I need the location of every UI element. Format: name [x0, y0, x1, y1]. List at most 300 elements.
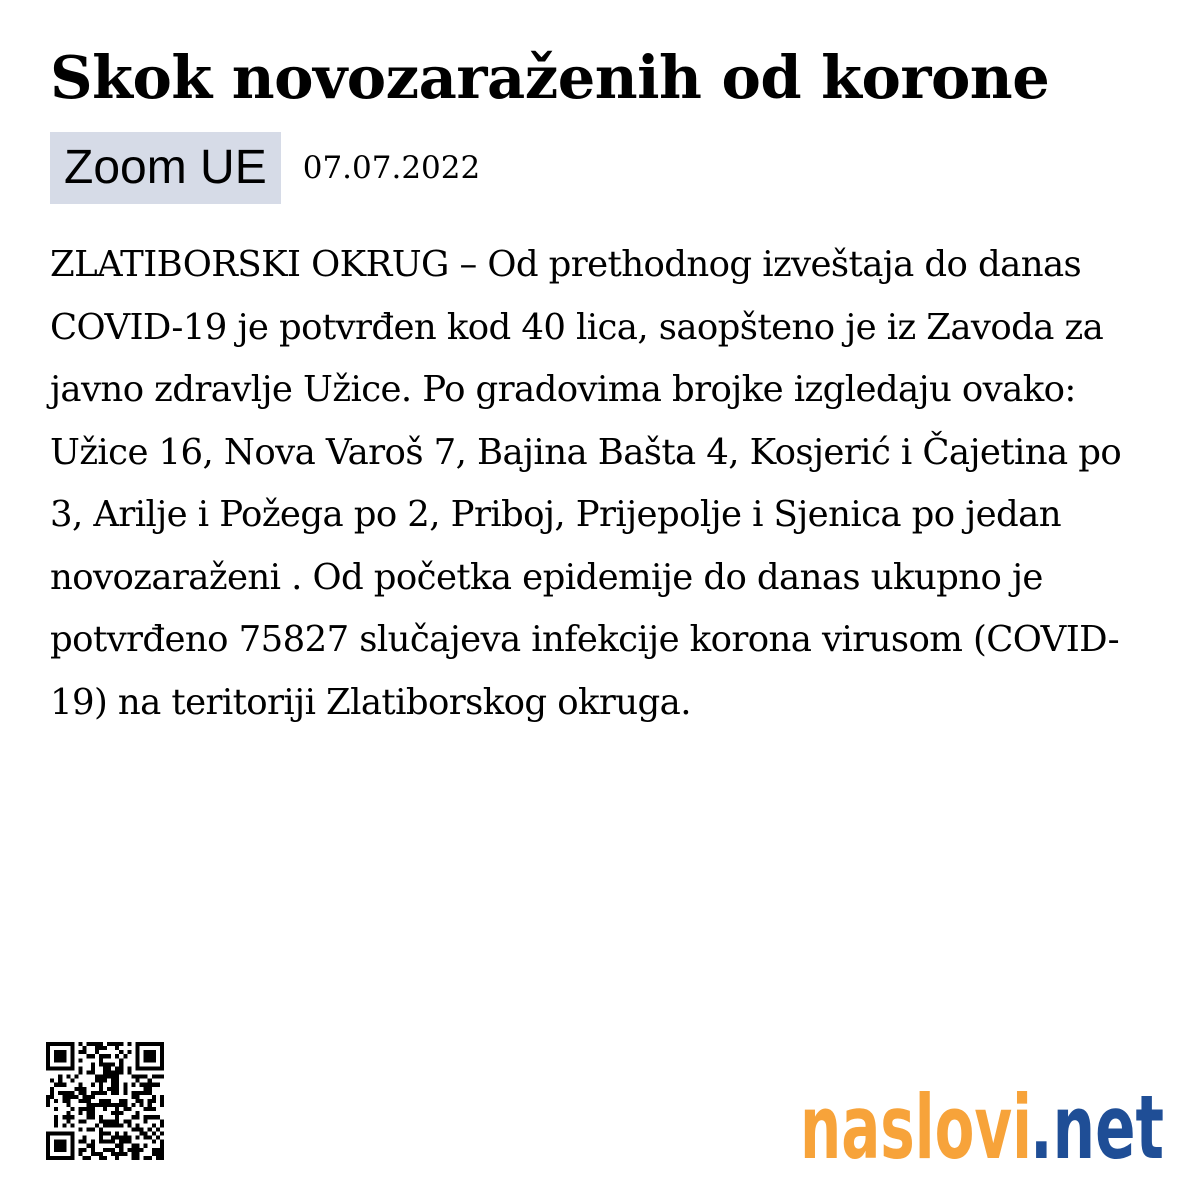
qr-module: [103, 1156, 107, 1160]
qr-module: [58, 1058, 62, 1062]
qr-module: [99, 1140, 103, 1144]
qr-module: [58, 1144, 62, 1148]
qr-module: [160, 1103, 164, 1107]
qr-module: [160, 1132, 164, 1136]
qr-module: [131, 1083, 135, 1087]
qr-module: [99, 1136, 103, 1140]
qr-module: [160, 1054, 164, 1058]
qr-module: [70, 1058, 74, 1062]
qr-module: [46, 1042, 50, 1046]
qr-module: [123, 1152, 127, 1156]
qr-module: [79, 1042, 83, 1046]
qr-module: [119, 1062, 123, 1066]
qr-module: [115, 1115, 119, 1119]
qr-module: [58, 1148, 62, 1152]
qr-module: [62, 1148, 66, 1152]
qr-module: [91, 1103, 95, 1107]
qr-module: [87, 1144, 91, 1148]
qr-module: [70, 1115, 74, 1119]
qr-module: [99, 1075, 103, 1079]
qr-module: [156, 1115, 160, 1119]
qr-module: [152, 1123, 156, 1127]
qr-module: [70, 1136, 74, 1140]
qr-module: [79, 1050, 83, 1054]
qr-module: [148, 1127, 152, 1131]
qr-module: [58, 1083, 62, 1087]
qr-module: [58, 1091, 62, 1095]
qr-module: [144, 1136, 148, 1140]
qr-module: [66, 1095, 70, 1099]
qr-module: [70, 1132, 74, 1136]
qr-module: [54, 1132, 58, 1136]
qr-module: [136, 1099, 140, 1103]
qr-module: [66, 1066, 70, 1070]
qr-module: [83, 1156, 87, 1160]
qr-module: [62, 1115, 66, 1119]
qr-module: [140, 1099, 144, 1103]
qr-module: [148, 1156, 152, 1160]
qr-module: [115, 1144, 119, 1148]
qr-module: [156, 1083, 160, 1087]
qr-module: [91, 1107, 95, 1111]
qr-module: [54, 1050, 58, 1054]
qr-module: [70, 1144, 74, 1148]
qr-module: [79, 1066, 83, 1070]
qr-module: [66, 1075, 70, 1079]
article-body: ZLATIBORSKI OKRUG – Od prethodnog izveštaja do danas COVID-19 je potvrđen kod 40 lica, saopšteno je iz Zavoda za javno zdravlje Užice. Po gradovima brojke izgledaju ovako: Užice 16, Nova Varoš 7, Bajina Bašta 4, Kosjerić i Čajetina po 3, Arilje i Požega po 2, Priboj, Prijepolje i Sjenica po jedan novozaraženi . Od početka epidemije do danas ukupno je potvrđeno 75827 slučajeva infekcije korona virusom (COVID-19) na teritoriji Zlatiborskog okruga.: [50, 244, 1122, 723]
qr-module: [148, 1058, 152, 1062]
qr-module: [140, 1103, 144, 1107]
qr-module: [46, 1066, 50, 1070]
qr-module: [83, 1140, 87, 1144]
qr-module: [119, 1058, 123, 1062]
qr-module: [160, 1075, 164, 1079]
qr-module: [131, 1091, 135, 1095]
qr-module: [136, 1148, 140, 1152]
naslovi-logo[interactable]: [800, 1062, 1168, 1172]
logo-text-naslovi: naslovi: [800, 1076, 1032, 1172]
qr-module: [148, 1107, 152, 1111]
qr-module: [111, 1140, 115, 1144]
qr-module: [54, 1119, 58, 1123]
qr-module: [123, 1103, 127, 1107]
qr-module: [131, 1156, 135, 1160]
qr-module: [115, 1111, 119, 1115]
qr-module: [115, 1132, 119, 1136]
qr-module: [99, 1103, 103, 1107]
qr-module: [103, 1070, 107, 1074]
qr-module: [58, 1050, 62, 1054]
qr-module: [115, 1087, 119, 1091]
qr-module: [66, 1119, 70, 1123]
qr-module: [111, 1091, 115, 1095]
qr-module: [123, 1091, 127, 1095]
qr-module: [136, 1054, 140, 1058]
qr-module: [123, 1132, 127, 1136]
qr-module: [79, 1087, 83, 1091]
qr-module: [127, 1050, 131, 1054]
qr-module: [107, 1066, 111, 1070]
qr-module: [156, 1148, 160, 1152]
qr-module: [62, 1050, 66, 1054]
qr-module: [54, 1144, 58, 1148]
qr-module: [144, 1054, 148, 1058]
qr-module: [111, 1136, 115, 1140]
qr-module: [144, 1083, 148, 1087]
qr-module: [95, 1050, 99, 1054]
qr-module: [111, 1087, 115, 1091]
qr-module: [83, 1087, 87, 1091]
qr-module: [140, 1066, 144, 1070]
qr-module: [136, 1042, 140, 1046]
qr-module: [123, 1054, 127, 1058]
qr-module: [144, 1050, 148, 1054]
qr-module: [107, 1042, 111, 1046]
qr-module: [79, 1127, 83, 1131]
qr-module: [152, 1042, 156, 1046]
qr-module: [111, 1119, 115, 1123]
qr-module: [70, 1050, 74, 1054]
qr-module: [115, 1152, 119, 1156]
qr-module: [136, 1050, 140, 1054]
qr-module: [148, 1050, 152, 1054]
qr-module: [74, 1095, 78, 1099]
qr-module: [111, 1062, 115, 1066]
qr-module: [58, 1132, 62, 1136]
qr-module: [160, 1119, 164, 1123]
qr-module: [87, 1070, 91, 1074]
qr-module: [123, 1119, 127, 1123]
qr-module: [140, 1075, 144, 1079]
qr-module: [83, 1050, 87, 1054]
qr-module: [152, 1083, 156, 1087]
qr-module: [107, 1119, 111, 1123]
qr-module: [91, 1152, 95, 1156]
qr-module: [119, 1152, 123, 1156]
qr-module: [119, 1123, 123, 1127]
qr-module: [91, 1111, 95, 1115]
qr-module: [54, 1148, 58, 1152]
qr-module: [87, 1156, 91, 1160]
qr-module: [107, 1132, 111, 1136]
qr-module: [62, 1095, 66, 1099]
qr-module: [131, 1144, 135, 1148]
qr-module: [160, 1156, 164, 1160]
qr-module: [87, 1099, 91, 1103]
qr-module: [144, 1115, 148, 1119]
qr-module: [70, 1156, 74, 1160]
qr-module: [95, 1103, 99, 1107]
qr-module: [91, 1127, 95, 1131]
qr-module: [91, 1062, 95, 1066]
qr-module: [123, 1099, 127, 1103]
qr-module: [54, 1058, 58, 1062]
qr-module: [144, 1091, 148, 1095]
qr-module: [160, 1062, 164, 1066]
qr-module: [70, 1042, 74, 1046]
qr-module: [46, 1062, 50, 1066]
qr-module: [54, 1156, 58, 1160]
qr-module: [127, 1140, 131, 1144]
qr-module: [99, 1115, 103, 1119]
qr-module: [131, 1103, 135, 1107]
qr-module: [160, 1140, 164, 1144]
qr-module: [46, 1156, 50, 1160]
qr-module: [99, 1119, 103, 1123]
qr-module: [115, 1136, 119, 1140]
qr-module: [111, 1111, 115, 1115]
qr-module: [66, 1042, 70, 1046]
qr-module: [144, 1042, 148, 1046]
qr-module: [103, 1132, 107, 1136]
qr-module: [79, 1091, 83, 1095]
qr-module: [91, 1083, 95, 1087]
qr-module: [136, 1091, 140, 1095]
qr-module: [91, 1091, 95, 1095]
qr-module: [136, 1062, 140, 1066]
qr-module: [111, 1083, 115, 1087]
qr-module: [103, 1046, 107, 1050]
qr-module: [160, 1152, 164, 1156]
qr-module: [136, 1115, 140, 1119]
qr-module: [62, 1042, 66, 1046]
article-meta: [50, 132, 480, 204]
qr-module: [107, 1062, 111, 1066]
qr-module: [70, 1123, 74, 1127]
qr-module: [99, 1054, 103, 1058]
qr-module: [62, 1099, 66, 1103]
qr-module: [54, 1099, 58, 1103]
qr-module: [131, 1115, 135, 1119]
qr-module: [107, 1103, 111, 1107]
qr-module: [119, 1140, 123, 1144]
qr-module: [103, 1062, 107, 1066]
qr-module: [160, 1066, 164, 1070]
qr-module: [99, 1046, 103, 1050]
qr-module: [46, 1132, 50, 1136]
qr-module: [79, 1152, 83, 1156]
qr-module: [107, 1070, 111, 1074]
qr-module: [119, 1042, 123, 1046]
qr-module: [111, 1123, 115, 1127]
qr-module: [46, 1136, 50, 1140]
qr-module: [136, 1046, 140, 1050]
qr-module: [70, 1091, 74, 1095]
qr-module: [119, 1066, 123, 1070]
qr-module: [79, 1119, 83, 1123]
qr-module: [50, 1079, 54, 1083]
qr-module: [148, 1115, 152, 1119]
qr-module: [115, 1075, 119, 1079]
qr-module: [46, 1095, 50, 1099]
qr-module: [54, 1083, 58, 1087]
qr-module: [115, 1103, 119, 1107]
qr-module: [152, 1132, 156, 1136]
qr-module: [123, 1136, 127, 1140]
qr-module: [74, 1075, 78, 1079]
qr-module: [148, 1083, 152, 1087]
qr-module: [144, 1087, 148, 1091]
qr-module: [115, 1070, 119, 1074]
qr-module: [95, 1042, 99, 1046]
qr-module: [50, 1132, 54, 1136]
qr-module: [46, 1046, 50, 1050]
qr-module: [83, 1099, 87, 1103]
qr-module: [99, 1132, 103, 1136]
qr-module: [46, 1152, 50, 1156]
qr-module: [95, 1123, 99, 1127]
qr-module: [119, 1050, 123, 1054]
qr-module: [156, 1136, 160, 1140]
qr-module: [46, 1103, 50, 1107]
qr-module: [160, 1123, 164, 1127]
qr-module: [70, 1095, 74, 1099]
qr-module: [103, 1123, 107, 1127]
qr-module: [144, 1144, 148, 1148]
qr-module: [91, 1066, 95, 1070]
qr-module: [83, 1046, 87, 1050]
qr-module: [156, 1066, 160, 1070]
qr-module: [152, 1066, 156, 1070]
qr-module: [152, 1075, 156, 1079]
qr-module: [99, 1058, 103, 1062]
qr-module: [54, 1107, 58, 1111]
qr-module: [160, 1058, 164, 1062]
article-title: Skok novozaraženih od korone: [50, 43, 1050, 112]
qr-module: [115, 1042, 119, 1046]
qr-module: [58, 1042, 62, 1046]
qr-module: [152, 1115, 156, 1119]
qr-module: [136, 1111, 140, 1115]
qr-module: [70, 1107, 74, 1111]
qr-module: [136, 1136, 140, 1140]
qr-module: [95, 1046, 99, 1050]
qr-module: [62, 1083, 66, 1087]
qr-module: [127, 1136, 131, 1140]
qr-module: [156, 1042, 160, 1046]
qr-module: [152, 1050, 156, 1054]
qr-module: [140, 1132, 144, 1136]
qr-module: [66, 1115, 70, 1119]
qr-module: [79, 1111, 83, 1115]
qr-module: [70, 1148, 74, 1152]
qr-module: [46, 1140, 50, 1144]
qr-module: [66, 1156, 70, 1160]
qr-module: [70, 1079, 74, 1083]
qr-module: [99, 1152, 103, 1156]
qr-module: [87, 1107, 91, 1111]
qr-module: [127, 1148, 131, 1152]
qr-module: [160, 1148, 164, 1152]
qr-module: [50, 1156, 54, 1160]
qr-module: [156, 1127, 160, 1131]
qr-module: [127, 1070, 131, 1074]
qr-module: [119, 1070, 123, 1074]
qr-module: [50, 1091, 54, 1095]
qr-module: [127, 1123, 131, 1127]
qr-module: [152, 1095, 156, 1099]
qr-module: [62, 1054, 66, 1058]
qr-module: [62, 1144, 66, 1148]
qr-module: [123, 1083, 127, 1087]
qr-module: [91, 1054, 95, 1058]
qr-module: [79, 1083, 83, 1087]
qr-module: [140, 1127, 144, 1131]
qr-module: [160, 1042, 164, 1046]
qr-module: [66, 1091, 70, 1095]
qr-module: [91, 1042, 95, 1046]
qr-module: [123, 1140, 127, 1144]
qr-module: [50, 1042, 54, 1046]
qr-module: [99, 1099, 103, 1103]
qr-module: [123, 1087, 127, 1091]
qr-module: [115, 1119, 119, 1123]
source-badge[interactable]: Zoom UE: [50, 132, 281, 204]
qr-module: [131, 1152, 135, 1156]
qr-module: [156, 1152, 160, 1156]
qr-module: [46, 1148, 50, 1152]
qr-module: [87, 1111, 91, 1115]
qr-module: [83, 1091, 87, 1095]
qr-module: [87, 1127, 91, 1131]
qr-module: [79, 1058, 83, 1062]
qr-module: [103, 1103, 107, 1107]
qr-module: [148, 1079, 152, 1083]
qr-module: [87, 1042, 91, 1046]
qr-module: [70, 1152, 74, 1156]
qr-module: [127, 1066, 131, 1070]
qr-module: [95, 1079, 99, 1083]
qr-module: [62, 1058, 66, 1062]
qr-module: [160, 1046, 164, 1050]
qr-module: [99, 1079, 103, 1083]
logo-text-net: .net: [1030, 1076, 1164, 1172]
qr-module: [136, 1144, 140, 1148]
qr-module: [115, 1066, 119, 1070]
qr-module: [107, 1140, 111, 1144]
qr-module: [107, 1054, 111, 1058]
qr-module: [144, 1058, 148, 1062]
qr-module: [156, 1075, 160, 1079]
qr-module: [91, 1144, 95, 1148]
qr-module: [131, 1148, 135, 1152]
qr-module: [74, 1087, 78, 1091]
qr-module: [107, 1099, 111, 1103]
qr-module: [160, 1144, 164, 1148]
qr-module: [62, 1091, 66, 1095]
qr-module: [46, 1058, 50, 1062]
qr-module: [107, 1148, 111, 1152]
qr-module: [111, 1152, 115, 1156]
qr-module: [58, 1075, 62, 1079]
qr-module: [91, 1095, 95, 1099]
qr-module: [119, 1099, 123, 1103]
qr-module: [83, 1107, 87, 1111]
qr-module: [87, 1095, 91, 1099]
qr-module: [62, 1066, 66, 1070]
qr-module: [46, 1099, 50, 1103]
qr-module: [123, 1107, 127, 1111]
qr-module: [95, 1152, 99, 1156]
qr-module: [103, 1054, 107, 1058]
qr-module: [136, 1075, 140, 1079]
qr-module: [83, 1148, 87, 1152]
qr-module: [99, 1083, 103, 1087]
qr-module: [144, 1156, 148, 1160]
qr-module: [152, 1099, 156, 1103]
qr-module: [54, 1115, 58, 1119]
qr-module: [148, 1042, 152, 1046]
